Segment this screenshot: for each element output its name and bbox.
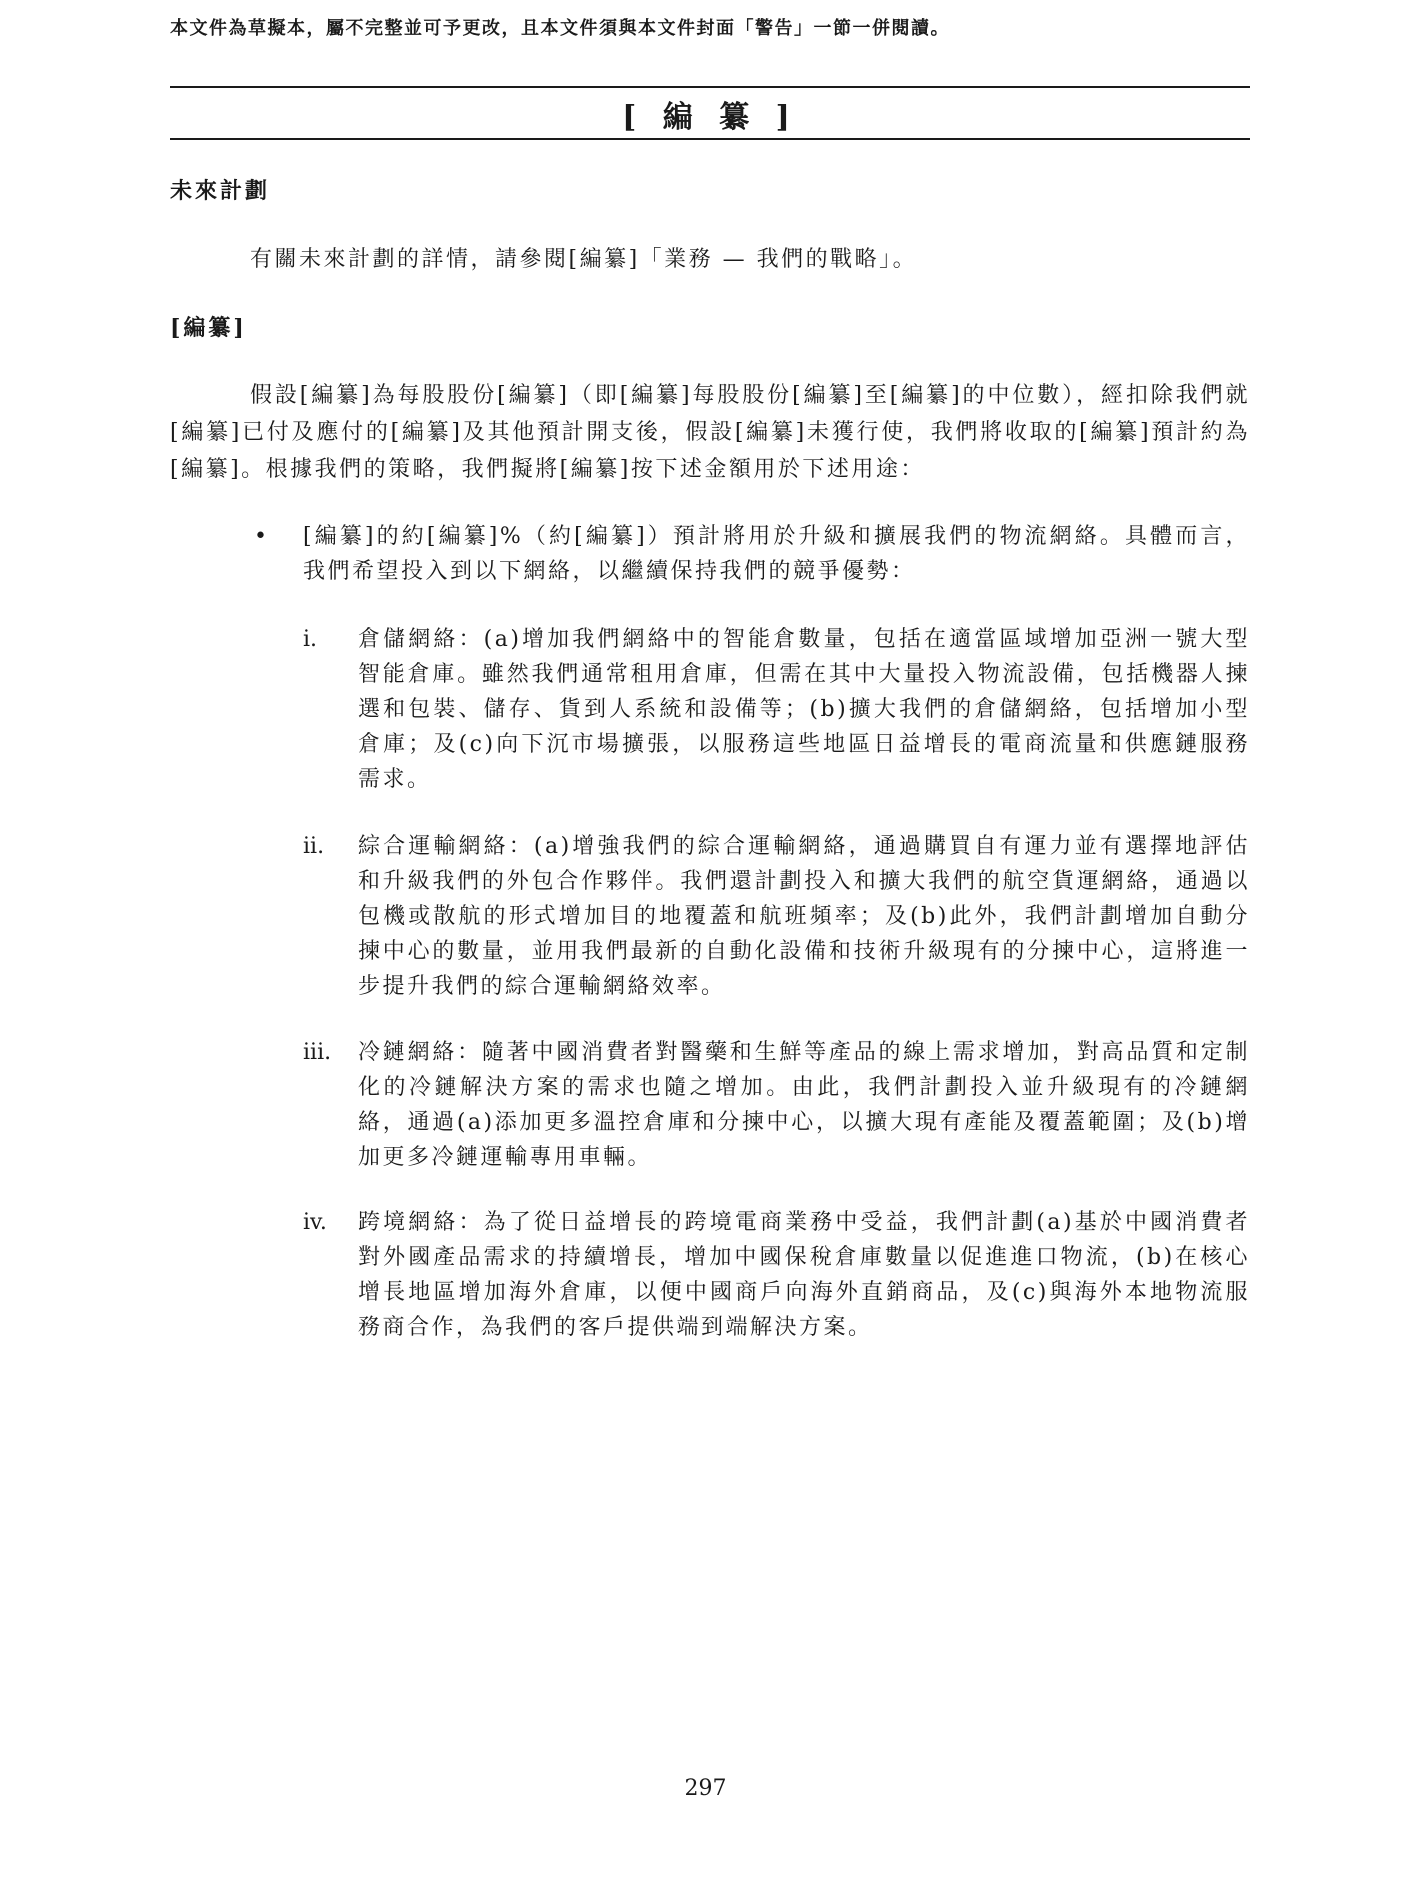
bullet-paragraph: [編纂]的約[編纂]%（約[編纂]）預計將用於升級和擴展我們的物流網絡。具體而言，我們希望投入到以下網絡，以繼續保持我們的競爭優勢： <box>303 524 1250 584</box>
list-item-warehouse-network: 倉儲網絡：(a)增加我們網絡中的智能倉數量，包括在適當區域增加亞洲一號大型智能倉庫。雖然我們通常租用倉庫，但需在其中大量投入物流設備，包括機器人揀選和包裝、儲存、貨到人系統和設備等；(b)擴大我們的倉儲網絡，包括增加小型倉庫；及(c)向下沉市場擴張，以服務這些地區日益增長的電商流量和供應鏈服務需求。 <box>358 627 1250 792</box>
list-item-transport-network: 綜合運輸網絡：(a)增強我們的綜合運輸網絡，通過購買自有運力並有選擇地評估和升級我們的外包合作夥伴。我們還計劃投入和擴大我們的航空貨運網絡，通過以包機或散航的形式增加目的地覆蓋和航班頻率；及(b)此外，我們計劃增加自動分揀中心的數量，並用我們最新的自動化設備和技術升級現有的分揀中心，這將進一步提升我們的綜合運輸網絡效率。 <box>358 834 1250 999</box>
page-number: 297 <box>684 1776 727 1801</box>
list-item-number: iii. <box>303 1040 332 1065</box>
list-item-number: i. <box>303 627 318 652</box>
draft-notice: 本文件為草擬本，屬不完整並可予更改，且本文件須與本文件封面「警告」一節一併閱讀。 <box>170 18 950 39</box>
list-item-cold-chain-network: 冷鏈網絡：隨著中國消費者對醫藥和生鮮等產品的線上需求增加，對高品質和定制化的冷鏈解決方案的需求也隨之增加。由此，我們計劃投入並升級現有的冷鏈網絡，通過(a)添加更多溫控倉庫和分揀中心，以擴大現有產能及覆蓋範圍；及(b)增加更多冷鏈運輸專用車輛。 <box>358 1040 1250 1170</box>
section-title: [ 編 纂 ] <box>622 100 798 135</box>
bullet-symbol: • <box>254 524 267 549</box>
future-plans-paragraph: 有關未來計劃的詳情，請參閱[編纂]「業務 — 我們的戰略」。 <box>250 247 918 272</box>
list-item-number: ii. <box>303 834 325 859</box>
list-item-number: iv. <box>303 1210 327 1235</box>
use-of-proceeds-heading: [編纂] <box>170 315 247 341</box>
list-item-cross-border-network: 跨境網絡：為了從日益增長的跨境電商業務中受益，我們計劃(a)基於中國消費者對外國產品需求的持續增長，增加中國保稅倉庫數量以促進進口物流，(b)在核心增長地區增加海外倉庫，以便中國商戶向海外直銷商品，及(c)與海外本地物流服務商合作，為我們的客戶提供端到端解決方案。 <box>358 1210 1250 1340</box>
title-bottom-rule <box>170 138 1250 140</box>
use-of-proceeds-paragraph: 假設[編纂]為每股股份[編纂]（即[編纂]每股股份[編纂]至[編纂]的中位數），經扣除我們就[編纂]已付及應付的[編纂]及其他預計開支後，假設[編纂]未獲行使，我們將收取的[編纂]預計約為[編纂]。根據我們的策略，我們擬將[編纂]按下述金額用於下述用途： <box>170 383 1250 482</box>
future-plans-heading: 未來計劃 <box>170 178 271 204</box>
title-top-rule <box>170 86 1250 88</box>
